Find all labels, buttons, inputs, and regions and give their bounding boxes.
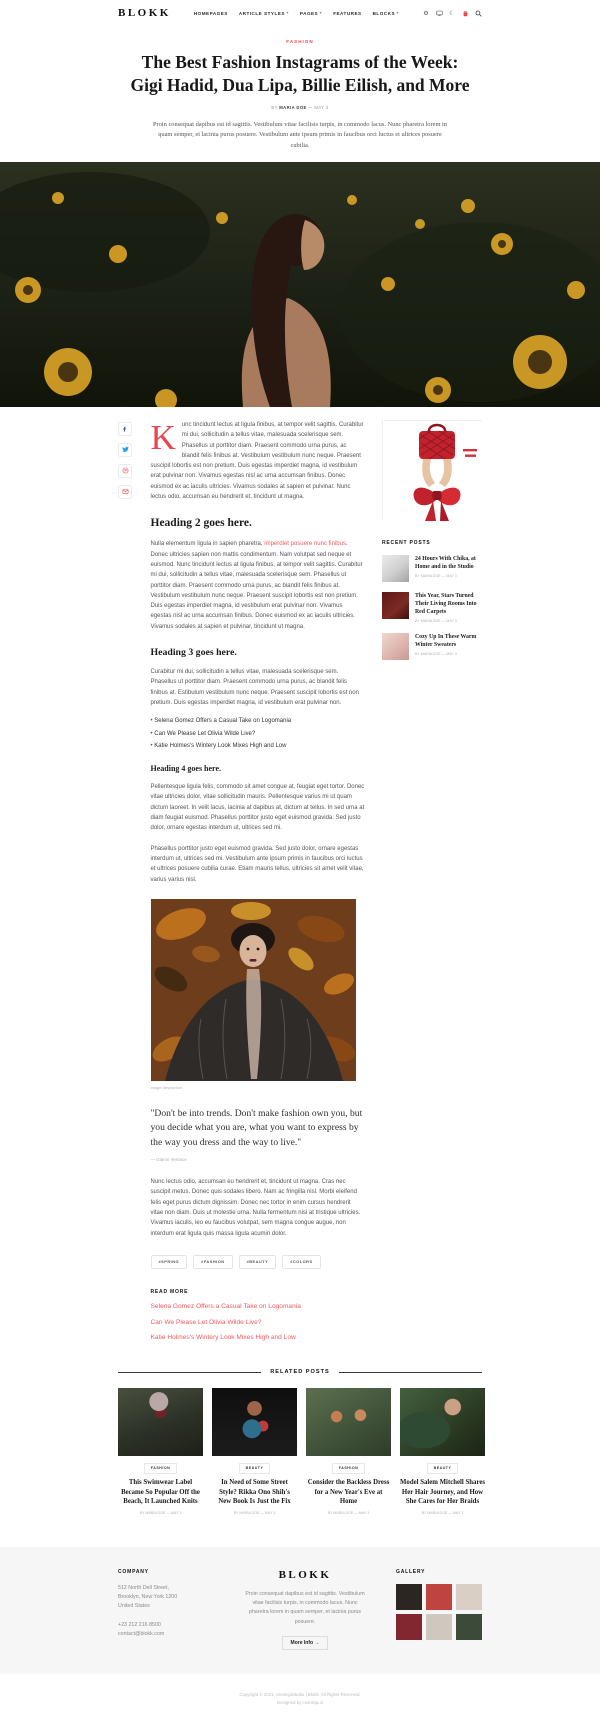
main-nav (194, 11, 399, 16)
list-item[interactable]: • Selena Gomez Offers a Casual Take on Logomania (151, 718, 365, 724)
footer-about-column (242, 1569, 368, 1650)
more-info-button[interactable]: More Info → (282, 1636, 329, 1650)
tag-pill[interactable]: #BEAUTY (239, 1255, 277, 1269)
share-facebook-button[interactable] (118, 422, 132, 436)
nav-item-blocks[interactable]: BLOCKS ▾ (372, 10, 400, 16)
article-header (0, 26, 600, 151)
article-link-list (151, 718, 365, 749)
dark-mode-icon[interactable]: ☾ (449, 10, 455, 17)
category-badge[interactable]: FASHION (144, 1463, 177, 1474)
tag-pill[interactable]: #FASHION (193, 1255, 232, 1269)
drop-cap: K (150, 417, 176, 457)
list-item[interactable]: • Can We Please Let Olivia Wilde Live? (151, 731, 365, 737)
paragraph: Curabitur mi dui, sollicitudin a tellus vitae, malesuada scelerisque sem. Phasellus ut porttitor diam. Praesent commodo urna purus, ac blandit felis finibus at. Estibulum vestibulum nunc neque. Praesent suscipit lobortis est non pretium. Duis egestas imperdiet magna, id vestibulum erat pulvinar non. (150, 668, 359, 706)
related-posts-grid (118, 1388, 486, 1515)
related-post-card[interactable] (400, 1388, 485, 1515)
category-badge[interactable]: FASHION (332, 1463, 365, 1474)
heading-2: Heading 2 goes here. (150, 517, 252, 530)
quote-attribution: — Gianni Versace (150, 1157, 187, 1163)
share-rail (118, 420, 133, 1341)
recent-post-title[interactable]: Cozy Up In These Warm Winter Sweaters (415, 634, 477, 649)
recent-post-thumbnail (382, 592, 409, 619)
related-post-byline: BY MARIA DOE — MAY 3 (233, 1510, 276, 1515)
related-post-card[interactable] (212, 1388, 297, 1515)
gallery-thumbnail[interactable] (426, 1584, 452, 1610)
list-item[interactable]: • Katie Holmes's Wintery Look Mixes High and Low (151, 743, 365, 749)
divider (118, 1372, 261, 1373)
category-badge[interactable]: BEAUTY (427, 1463, 459, 1474)
share-pinterest-button[interactable] (118, 464, 132, 478)
nav-item-features[interactable]: FEATURES (333, 10, 362, 16)
company-email[interactable]: contact@blokk.com (118, 1630, 165, 1637)
gallery-grid (396, 1584, 482, 1640)
facebook-icon (122, 426, 128, 432)
designed-by-text: Designed by cssninja.io (276, 1700, 324, 1706)
paragraph: Nulla elementum ligula in sapien pharetra, imperdiet posuere nunc finibus. Donec ultricies sapien non mattis condimentum. Nam volutpat sed neque et euismod. Nunc tincidunt lectus at ligula finibus, at tempor velit sagittis. Curabitur mi dui, sollicitudin a tellus vitae, malesuada scelerisque sem. Phasellus ut porttitor diam. Praesent commodo urna purus, ac blandit felis finibus at. Vestibulum vestibulum nunc neque. Praesent suscipit lobortis est non pretium. Duis egestas imperdiet magna, id vestibulum erat pulvinar non. Vivamus egestas nisl ac urna accumsan finibus. Donec euismod ex ac iaculis ultricies. Vivamus sodales at sapien et pulvinar, tincidunt ut magna. (150, 541, 363, 630)
read-more-heading: READ MORE (150, 1288, 189, 1295)
chevron-down-icon: ▾ (319, 10, 323, 15)
footer-company-column (118, 1569, 214, 1650)
settings-icon[interactable]: ⚙ (423, 10, 429, 17)
recent-post-item[interactable] (382, 633, 482, 660)
heading-4: Heading 4 goes here. (150, 764, 222, 774)
nav-item-homepages[interactable]: HOMEPAGES (193, 10, 228, 16)
tag-pill[interactable]: #SPRING (151, 1255, 188, 1269)
category-tag[interactable]: FASHION (286, 39, 314, 44)
recent-post-byline: BY MARIA DOE — MAY 3 (415, 652, 457, 657)
recent-post-byline: BY MARIA DOE — MAY 3 (415, 619, 457, 624)
read-more-link[interactable]: Can We Please Let Olivia Wilde Live? (150, 1318, 262, 1326)
byline: BY MARIA DOE — MAY 3 (271, 105, 329, 111)
hero-image (0, 162, 600, 407)
company-phone: +23 212 216 8500 (118, 1621, 161, 1628)
search-icon[interactable] (474, 9, 482, 17)
related-post-byline: BY MARIA DOE — MAY 3 (139, 1510, 182, 1515)
pinterest-icon (122, 467, 129, 474)
footer-logo[interactable]: BLOKK (278, 1568, 332, 1581)
gallery-thumbnail[interactable] (456, 1614, 482, 1640)
related-post-card[interactable] (118, 1388, 203, 1515)
recent-post-byline: BY MARIA DOE — MAY 3 (415, 574, 457, 579)
copyright-bar (0, 1674, 600, 1727)
gallery-thumbnail[interactable] (426, 1614, 452, 1640)
related-posts-heading: RELATED POSTS (270, 1369, 330, 1376)
site-logo[interactable]: BLOKK (118, 7, 171, 19)
gallery-heading: GALLERY (396, 1568, 426, 1575)
read-more-link[interactable]: Katie Holmes's Wintery Look Mixes High and Low (150, 1334, 296, 1342)
recent-post-item[interactable] (382, 592, 482, 623)
article-figure (151, 899, 356, 1090)
related-post-title[interactable]: Consider the Backless Dress for a New Year's Eve at Home (307, 1479, 390, 1506)
related-post-card[interactable] (306, 1388, 391, 1515)
gallery-thumbnail[interactable] (396, 1614, 422, 1640)
email-icon (122, 488, 129, 495)
site-header (0, 0, 600, 26)
inline-text-link[interactable]: imperdiet posuere nunc finibus (264, 541, 346, 548)
nav-item-article-styles[interactable]: ARTICLE STYLES ▾ (238, 10, 289, 16)
chevron-down-icon: ▾ (286, 10, 289, 15)
company-heading: COMPANY (118, 1568, 149, 1575)
article-image (151, 899, 356, 1081)
related-post-title[interactable]: In Need of Some Street Style? Rikka Ono Shih's New Book Is Just the Fix (218, 1479, 291, 1506)
tag-pill[interactable]: #COLORS (282, 1255, 320, 1269)
recent-post-item[interactable] (382, 555, 482, 582)
article-body (118, 417, 482, 1342)
header-icons (422, 9, 482, 17)
blockquote: "Don't be into trends. Don't make fashion own you, but you decide what you are, what you want to express by the way you dress and the way to live." (150, 1107, 363, 1148)
ad-image (383, 421, 483, 521)
recent-post-thumbnail (382, 633, 409, 660)
footer-about-text: Proin consequat dapibus est id sagittis. Vestibulum vitae facilisis turpis, in commodo lacus. Nunc pharetra lorem in quam semper, et lacinia purus posuere. (245, 1590, 365, 1625)
heading-3: Heading 3 goes here. (150, 646, 237, 658)
related-post-image (306, 1388, 391, 1456)
recent-post-title[interactable]: 24 Hours With Chika, at Home and in the Studio (415, 555, 476, 571)
related-post-byline: BY MARIA DOE — MAY 3 (327, 1510, 370, 1515)
divider (339, 1372, 482, 1373)
paragraph: Pellentesque ligula felis, commodo sit amet congue at, feugiat eget tortor. Donec vitae ultricies dolor, vitae sollicitudin mauris. Pellentesque varius mi ut quam dictum laoreet. In velit lacus, lacinia at dapibus at, dictum at tellus. In sed urna at diam feugiat euismod. Phasellus porttitor justo eget euismod gravida. Sed justo dolor, ornare egestas interdum ut, ultrices sed mi. (150, 784, 365, 832)
page-title: The Best Fashion Instagrams of the Week: Gigi Hadid, Dua Lipa, Billie Eilish, and More (130, 52, 470, 96)
byline-author[interactable]: MARIA DOE (279, 105, 307, 111)
gallery-thumbnail[interactable] (456, 1584, 482, 1610)
read-more-link[interactable]: Selena Gomez Offers a Casual Take on Logomania (150, 1303, 301, 1311)
ad-banner[interactable] (382, 420, 482, 520)
nav-item-pages[interactable]: PAGES ▾ (299, 10, 323, 16)
article-intro: Proin consequat dapibus est id sagittis. Vestibulum vitae facilisis turpis, in commodo lacus. Nunc pharetra lorem in quam semper, et lacinia purus posuere. Vestibulum ante ipsum primis in faucibus orci luctus et ultrices posuere cubilia. (153, 121, 447, 149)
related-post-title[interactable]: This Swimwear Label Became So Popular Off the Beach, It Launched Knits (121, 1479, 200, 1506)
related-post-byline: BY MARIA DOE — MAY 3 (421, 1510, 464, 1515)
sidebar (382, 420, 482, 1341)
site-footer (0, 1547, 600, 1674)
share-email-button[interactable] (118, 485, 132, 499)
image-caption: Image description (150, 1084, 183, 1090)
related-post-image (212, 1388, 297, 1456)
related-post-image (118, 1388, 203, 1456)
paragraph: Phasellus porttitor justo eget euismod gravida. Sed justo dolor, ornare egestas interdum ut, ultrices sed mi. Vestibulum ante ipsum primis in faucibus orci luctus et ultrices posuere cubilia curae. Etiam mauris tellus, ultricies sit amet velit vitae, varius varius nisl. (150, 845, 364, 883)
paragraph: K unc tincidunt lectus at ligula finibus, at tempor velit sagittis. Curabitur mi dui, sollicitudin a tellus vitae, malesuada scelerisque sem. Phasellus ut porttitor diam. Praesent commodo urna purus, ac blandit felis finibus at. Vestibulum vestibulum nunc neque. Praesent suscipit lobortis est non pretium. Duis egestas imperdiet magna, id vestibulum erat pulvinar non. Vivamus egestas nisl ac urna accumsan finibus. Donec euismod ex ac iaculis ultricies. Vivamus sodales at sapien et pulvinar. Nunc lectus odio, accumsan eu hendrerit et, tincidunt ut magna. (150, 417, 364, 501)
related-post-title[interactable]: Model Salem Mitchell Shares Her Hair Journey, and How She Cares for Her Braids (400, 1479, 486, 1506)
category-badge[interactable]: BEAUTY (239, 1463, 271, 1474)
company-address: 512 North Dell Street, Brooklyn, New York 1200 United States (118, 1584, 178, 1610)
related-posts-section (118, 1369, 486, 1515)
footer-gallery-column (396, 1569, 482, 1650)
related-post-image (400, 1388, 485, 1456)
recent-posts-heading: RECENT POSTS (382, 539, 431, 546)
recent-post-thumbnail (382, 555, 409, 582)
twitter-icon (122, 446, 129, 453)
paragraph: Nunc lectus odio, accumsan eu hendrerit et, tincidunt ut magna. Cras nec suscipit metus. Donec quis sodales libero. Nam ac fringilla nisl. Morbi eleifend felis eget purus dictum dignissim. Donec nec tortor in enim cursus hendrerit vitae non diam. Duis ut molestie urna. Nulla fermentum nisi at tristique ultricies. Vivamus iaculis, leo eu faucibus volutpat, sem magna congue augue, non interdum erat ligula quis massa ligula acumin dolor. (150, 1179, 361, 1237)
related-posts-header (118, 1369, 482, 1375)
tag-list (151, 1255, 365, 1269)
cart-icon[interactable] (461, 9, 469, 17)
share-twitter-button[interactable] (118, 443, 132, 457)
recent-post-title[interactable]: This Year, Stars Turned Their Living Rooms Into Red Carpets (415, 592, 477, 616)
chevron-down-icon: ▾ (396, 10, 400, 15)
article-content (150, 417, 365, 1342)
gallery-thumbnail[interactable] (396, 1584, 422, 1610)
monitor-icon[interactable] (435, 9, 443, 17)
copyright-text: Copyright © 2021, cssninjaStudio | Blokk. All Rights Reserved. (239, 1691, 361, 1697)
